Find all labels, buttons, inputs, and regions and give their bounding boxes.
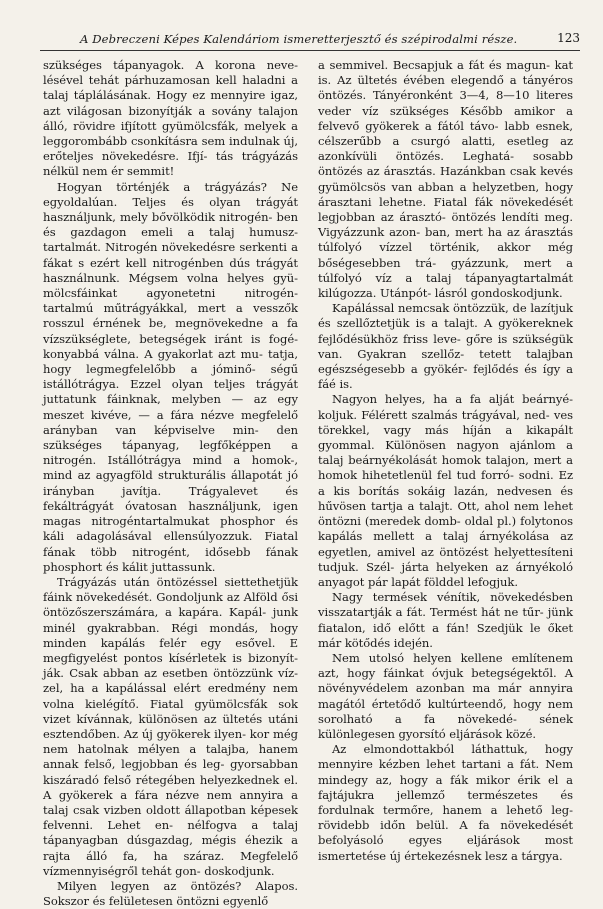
page-number: 123 [557, 31, 580, 45]
left-column [43, 58, 298, 909]
paragraph: Hogyan történjék a trágyázás? Ne egyoldalúan. Teljes és olyan trágyát használjunk, mely bővölködik nitrogén- ben és gazdagon emeli a talaj humusz- tartalmát. Nitrogén növekedésre serkenti a fákat s ezért kell nitrogénben dús trágyát használnunk. Mégsem volna helyes gyü- mölcsfáinkat agyonetetni nitrogén- tartalmú műtrágyákkal, mert a vesszők rosszul érnének be, megnövekedne a fa vízszükséglete, betegségek iránt is fogé- konyabbá válna. A gyakorlat azt mu- tatja, hogy legmegfelelőbb a jóminő- ségű istállótrágya. Ezzel olyan teljes trágyát juttatunk fáinknak, melyben — az egy meszet kivéve, — a fára nézve megfelelő arányban van képviselve min- den szükséges tápanyag, legfőképpen a nitrogén. Istállótrágya mind a homok-, mind az agyagföld strukturális állapotát jó irányban javítja. Trágyalevet és fekáltrágyát óvatosan használjunk, igen magas nitrogéntartalmukat phosphor és káli adagolásával ellensúlyozzuk. Fiatal fának több nitrogént, idősebb fának phosphort és kálit juttassunk. [43, 179, 298, 574]
header-title: A Debreczeni Képes Kalendáriom ismeretterjesztő és szépirodalmi része. [80, 32, 518, 46]
paragraph: Nem utolsó helyen kellene említenem azt, hogy fáinkat óvjuk betegségektől. A növényvédelem azonban ma már annyira magától értetődő kultúrteendő, hogy nem sorolható a fa növekedé- sének különlegesen gyorsító eljárások közé. [318, 650, 573, 741]
paragraph: Az elmondottakból láthattuk, hogy mennyire kézben lehet tartani a fát. Nem mindegy az, hogy a fák mikor érik el a fajtájukra jellemző természetes és fordulnak termőre, hanem a lehető leg- rövidebb időn belül. A fa növekedését befolyásoló egyes eljárások most ismertetése új értekezésnek lesz a tárgya. [318, 742, 573, 863]
paragraph: Milyen legyen az öntözés? Alapos. Sokszor és felületesen öntözni egyenlő [43, 878, 298, 909]
right-column [318, 58, 573, 892]
paragraph: Trágyázás után öntözéssel siettethetjük fáink növekedését. Gondoljunk az Alföld ősi öntözőszerszámára, a kapára. Kapál- junk minél gyakrabban. Régi mondás, hogy minden kapálás felér egy esővel. E megfigyelést pontos kísérletek is bizonyít- ják. Csak abban az esetben öntözzünk víz- zel, ha a kapálással elért eredmény nem volna kielégítő. Fiatal gyümölcsfák sok vizet kívánnak, különösen az ültetés utáni esztendőben. Az új gyökerek ilyen- kor még nem hatolnak mélyen a talajba, hanem annak felső, legjobban és leg- gyorsabban kiszáradó felső rétegében helyezkednek el. A gyökerek a fára nézve nem annyira a talaj csak vizben oldott állapotban képesek felvenni. Lehet en- nélfogva a talaj tápanyagban dúsgazdag, mégis éhezik a rajta álló fa, ha száraz. Megfelelő vízmennyiségről tehát gon- doskodjunk. [43, 574, 298, 878]
paragraph: Kapálással nemcsak öntözzük, de lazítjuk és szellőztetjük is a talajt. A gyökereknek fejlődésükhöz friss leve- gőre is szükségük van. Gyakran szellőz- tetett talajban egészségesebb a gyökér- fejlődés és így a fáé is. [318, 301, 573, 392]
paragraph: a semmivel. Becsapjuk a fát és magun- kat is. Az ültetés évében elegendő a tányéros öntözés. Tányéronként 3—4, 8—10 literes veder víz szükséges Később amikor a felvevő gyökerek a fától távo- labb esnek, célszerűbb a csurgó alatti, esetleg az azonkívüli öntözés. Leghatá- sosabb öntözés az árasztás. Hazánkban csak kevés gyümölcsös van abban a helyzetben, hogy árasztani lehetne. Fiatal fák növekedését legjobban az árasztó- öntözés lendíti meg. Vigyázzunk azon- ban, mert ha az árasztás túlfolyó vízzel történik, akkor még bőségesebben trá- gyázzunk, mert a túlfolyó víz a talaj tápanyagtartalmát kilúgozza. Utánpót- lásról gondoskodjunk. [318, 58, 573, 301]
paragraph: szükséges tápanyagok. A korona neve- lésével tehát párhuzamosan kell haladni a talaj táplálásának. Hogy ez mennyire igaz, azt világosan bizonyítják a sovány talajon álló, rövidre ifjított gyümölcsfák, melyek a leggorombább csonkításra sem indulnak új, erőteljes növekedésre. Ifjí- tás trágyázás nélkül nem ér semmit! [43, 58, 298, 179]
running-header [40, 30, 580, 51]
paragraph: Nagy termések vénítik, növekedésben visszatartják a fát. Termést hát ne tűr- jünk fiatalon, idő előtt a fán! Szedjük le őket már kötődés idején. [318, 590, 573, 650]
paragraph: Nagyon helyes, ha a fa alját beárnyé- koljuk. Félérett szalmás trágyával, ned- ves törekkel, vagy más híján a kikapált gyommal. Különösen nagyon ajánlom a talaj beárnyékolását homok talajon, mert a homok hihetetlenül fel tud forró- sodni. Ez a kis borítás sokáig lazán, nedvesen és hűvösen tartja a talajt. Ott, ahol nem lehet öntözni (meredek domb- oldal pl.) folytonos kapálás mellett a talaj árnyékolása az egyetlen, amivel az öntözést helyettesíteni tudjuk. Szél- járta helyeken az árnyékoló anyagot pár lapát földdel lefogjuk. [318, 392, 573, 589]
